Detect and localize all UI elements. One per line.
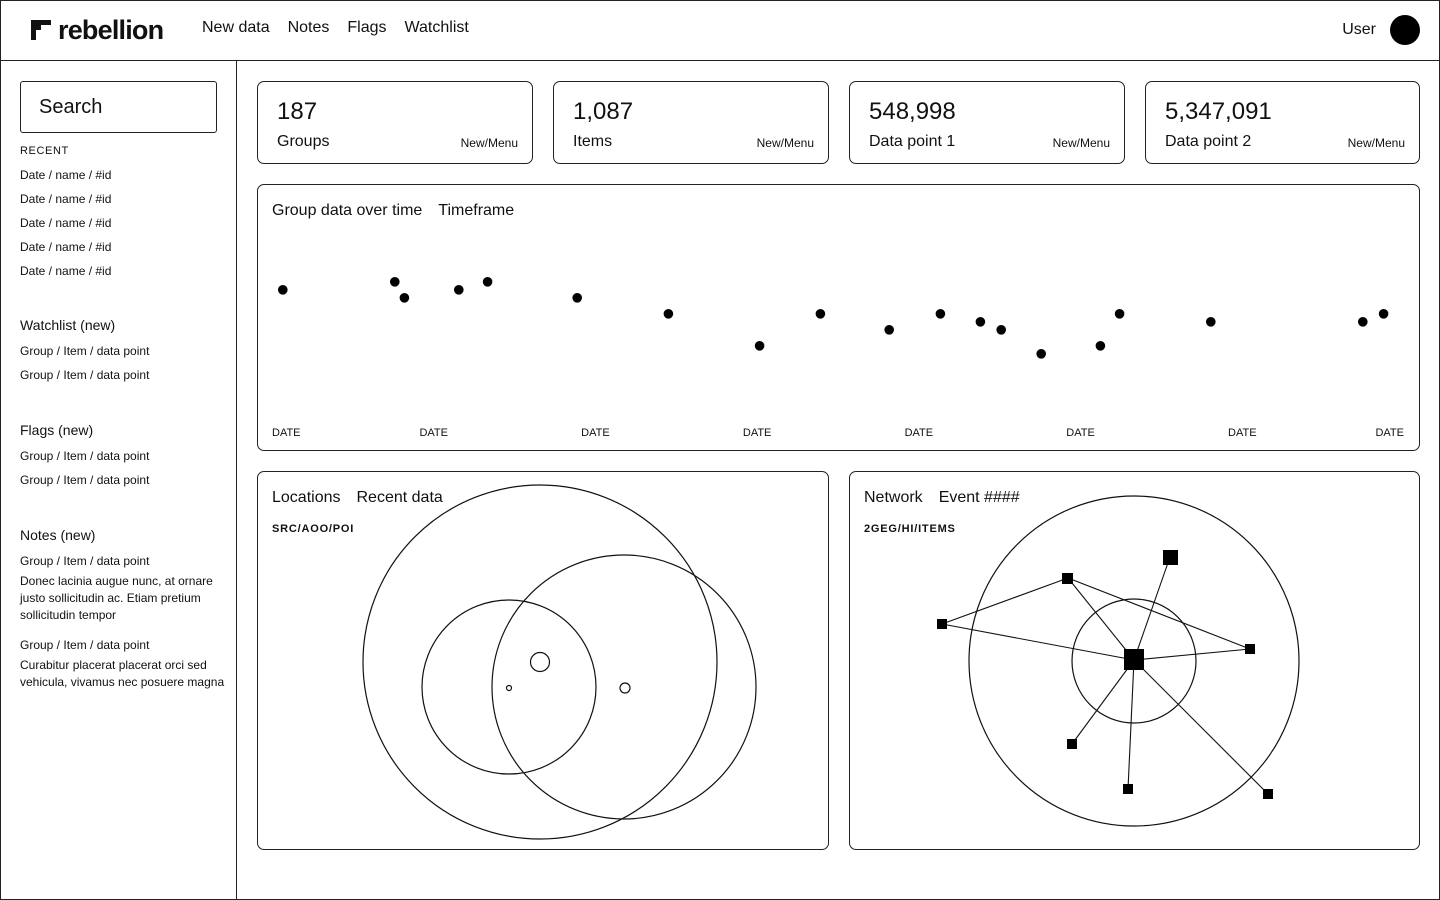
data-point[interactable] [664, 309, 674, 319]
note-item-label[interactable]: Group / Item / data point [20, 638, 150, 652]
network-edge [1134, 557, 1170, 660]
data-point[interactable] [572, 293, 582, 303]
stat-label: Items [573, 133, 613, 150]
logo[interactable] [30, 14, 163, 46]
data-point[interactable] [454, 285, 464, 295]
recent-data-filter[interactable]: Recent data [356, 489, 443, 506]
location-area-circle [492, 555, 756, 819]
flags-section [20, 420, 149, 492]
recent-section [20, 139, 111, 283]
locations-panel [257, 471, 829, 850]
network-node [1123, 784, 1133, 794]
logo-text: rebellion [58, 14, 164, 45]
stat-menu-link[interactable]: New/Menu [1052, 136, 1110, 150]
network-hub-node [1124, 649, 1144, 670]
stat-card-data-point-1[interactable] [849, 81, 1125, 164]
nav-flags[interactable]: Flags [347, 19, 387, 36]
stat-value: 1,087 [573, 98, 634, 125]
data-point[interactable] [816, 309, 826, 319]
locations-source: SRC/AOO/POI [272, 523, 355, 535]
network-node [1245, 644, 1255, 654]
network-node [1062, 573, 1073, 584]
recent-item[interactable]: Date / name / #id [20, 216, 112, 230]
x-tick-label: DATE [1066, 427, 1095, 439]
network-node [1067, 739, 1077, 749]
main-nav [202, 19, 469, 37]
stat-label: Data point 2 [1165, 133, 1252, 150]
data-point[interactable] [1036, 349, 1046, 359]
x-tick-label: DATE [272, 427, 301, 439]
network-edge [1134, 660, 1268, 794]
x-tick-label: DATE [419, 427, 448, 439]
network-node [1263, 789, 1273, 799]
x-tick-label: DATE [904, 427, 934, 439]
data-point[interactable] [976, 317, 986, 327]
data-point[interactable] [996, 325, 1006, 335]
flags-title[interactable]: Flags (new) [20, 422, 94, 438]
data-point[interactable] [1358, 317, 1368, 327]
network-edge [942, 578, 1068, 624]
data-point[interactable] [755, 341, 765, 351]
flag-item[interactable]: Group / Item / data point [20, 449, 150, 463]
note-item-text: Donec lacinia augue nunc, at ornare justo sollicitudin ac. Etiam pretium sollicitudin tempor [20, 574, 213, 622]
network-node [1163, 550, 1178, 565]
note-item-text: Curabitur placerat placerat orci sed vehicula, vivamus nec posuere magna [20, 658, 225, 689]
sidebar [0, 61, 237, 900]
stat-card-items[interactable] [553, 81, 829, 164]
data-point[interactable] [1115, 309, 1125, 319]
network-title: Network [864, 489, 923, 506]
timeframe-filter[interactable]: Timeframe [438, 202, 515, 219]
timeline-title: Group data over time [272, 202, 423, 219]
note-item-label[interactable]: Group / Item / data point [20, 554, 150, 568]
stat-menu-link[interactable]: New/Menu [460, 136, 518, 150]
stat-card-data-point-2[interactable] [1145, 81, 1420, 164]
location-point [507, 686, 512, 691]
nav-notes[interactable]: Notes [287, 19, 330, 36]
network-edge [1072, 660, 1134, 744]
nav-new-data[interactable]: New data [202, 19, 270, 36]
stat-card-groups[interactable] [257, 81, 533, 164]
event-filter[interactable]: Event #### [938, 489, 1020, 506]
x-tick-label: DATE [581, 427, 610, 439]
location-point [620, 683, 630, 693]
network-panel [849, 471, 1420, 850]
data-point[interactable] [400, 293, 410, 303]
x-tick-label: DATE [1375, 427, 1404, 439]
stat-label: Data point 1 [869, 133, 956, 150]
rebellion-logo-icon [30, 19, 52, 41]
network-edge [942, 624, 1134, 660]
locations-map[interactable] [258, 472, 828, 849]
avatar[interactable] [1390, 15, 1420, 45]
watchlist-item[interactable]: Group / Item / data point [20, 344, 150, 358]
timeline-panel [257, 184, 1420, 451]
timeline-chart [258, 185, 1419, 450]
data-point[interactable] [936, 309, 946, 319]
watchlist-title[interactable]: Watchlist (new) [20, 317, 116, 333]
location-area-circle [422, 600, 596, 774]
x-tick-label: DATE [1228, 427, 1257, 439]
data-point[interactable] [1379, 309, 1389, 319]
recent-item[interactable]: Date / name / #id [20, 240, 112, 254]
stat-menu-link[interactable]: New/Menu [1347, 136, 1405, 150]
watchlist-section [20, 315, 149, 387]
recent-item[interactable]: Date / name / #id [20, 192, 112, 206]
stat-value: 5,347,091 [1165, 98, 1272, 125]
data-point[interactable] [278, 285, 288, 295]
data-point[interactable] [884, 325, 894, 335]
user-label[interactable]: User [1342, 21, 1376, 38]
data-point[interactable] [390, 277, 400, 287]
locations-title: Locations [272, 489, 341, 506]
recent-item[interactable]: Date / name / #id [20, 168, 112, 182]
watchlist-item[interactable]: Group / Item / data point [20, 368, 150, 382]
user-menu[interactable] [1342, 15, 1420, 45]
nav-watchlist[interactable]: Watchlist [404, 19, 469, 36]
notes-title[interactable]: Notes (new) [20, 527, 96, 543]
flag-item[interactable]: Group / Item / data point [20, 473, 150, 487]
recent-title: RECENT [20, 145, 69, 157]
location-area-circle [363, 485, 717, 839]
stat-value: 187 [277, 98, 318, 125]
network-source: 2GEG/HI/ITEMS [864, 523, 956, 535]
data-point[interactable] [1096, 341, 1106, 351]
recent-item[interactable]: Date / name / #id [20, 264, 112, 278]
stat-label: Groups [277, 133, 330, 150]
data-point[interactable] [483, 277, 493, 287]
data-point[interactable] [1206, 317, 1216, 327]
location-point [531, 653, 550, 672]
network-node [937, 619, 947, 629]
x-tick-label: DATE [742, 427, 772, 439]
search-input[interactable]: Search [20, 81, 217, 133]
network-edge [1134, 649, 1250, 660]
stat-value: 548,998 [869, 98, 956, 125]
top-bar [0, 0, 1440, 61]
stat-menu-link[interactable]: New/Menu [756, 136, 814, 150]
notes-section [20, 525, 225, 700]
network-edge [1128, 660, 1134, 789]
network-graph[interactable] [850, 472, 1419, 849]
